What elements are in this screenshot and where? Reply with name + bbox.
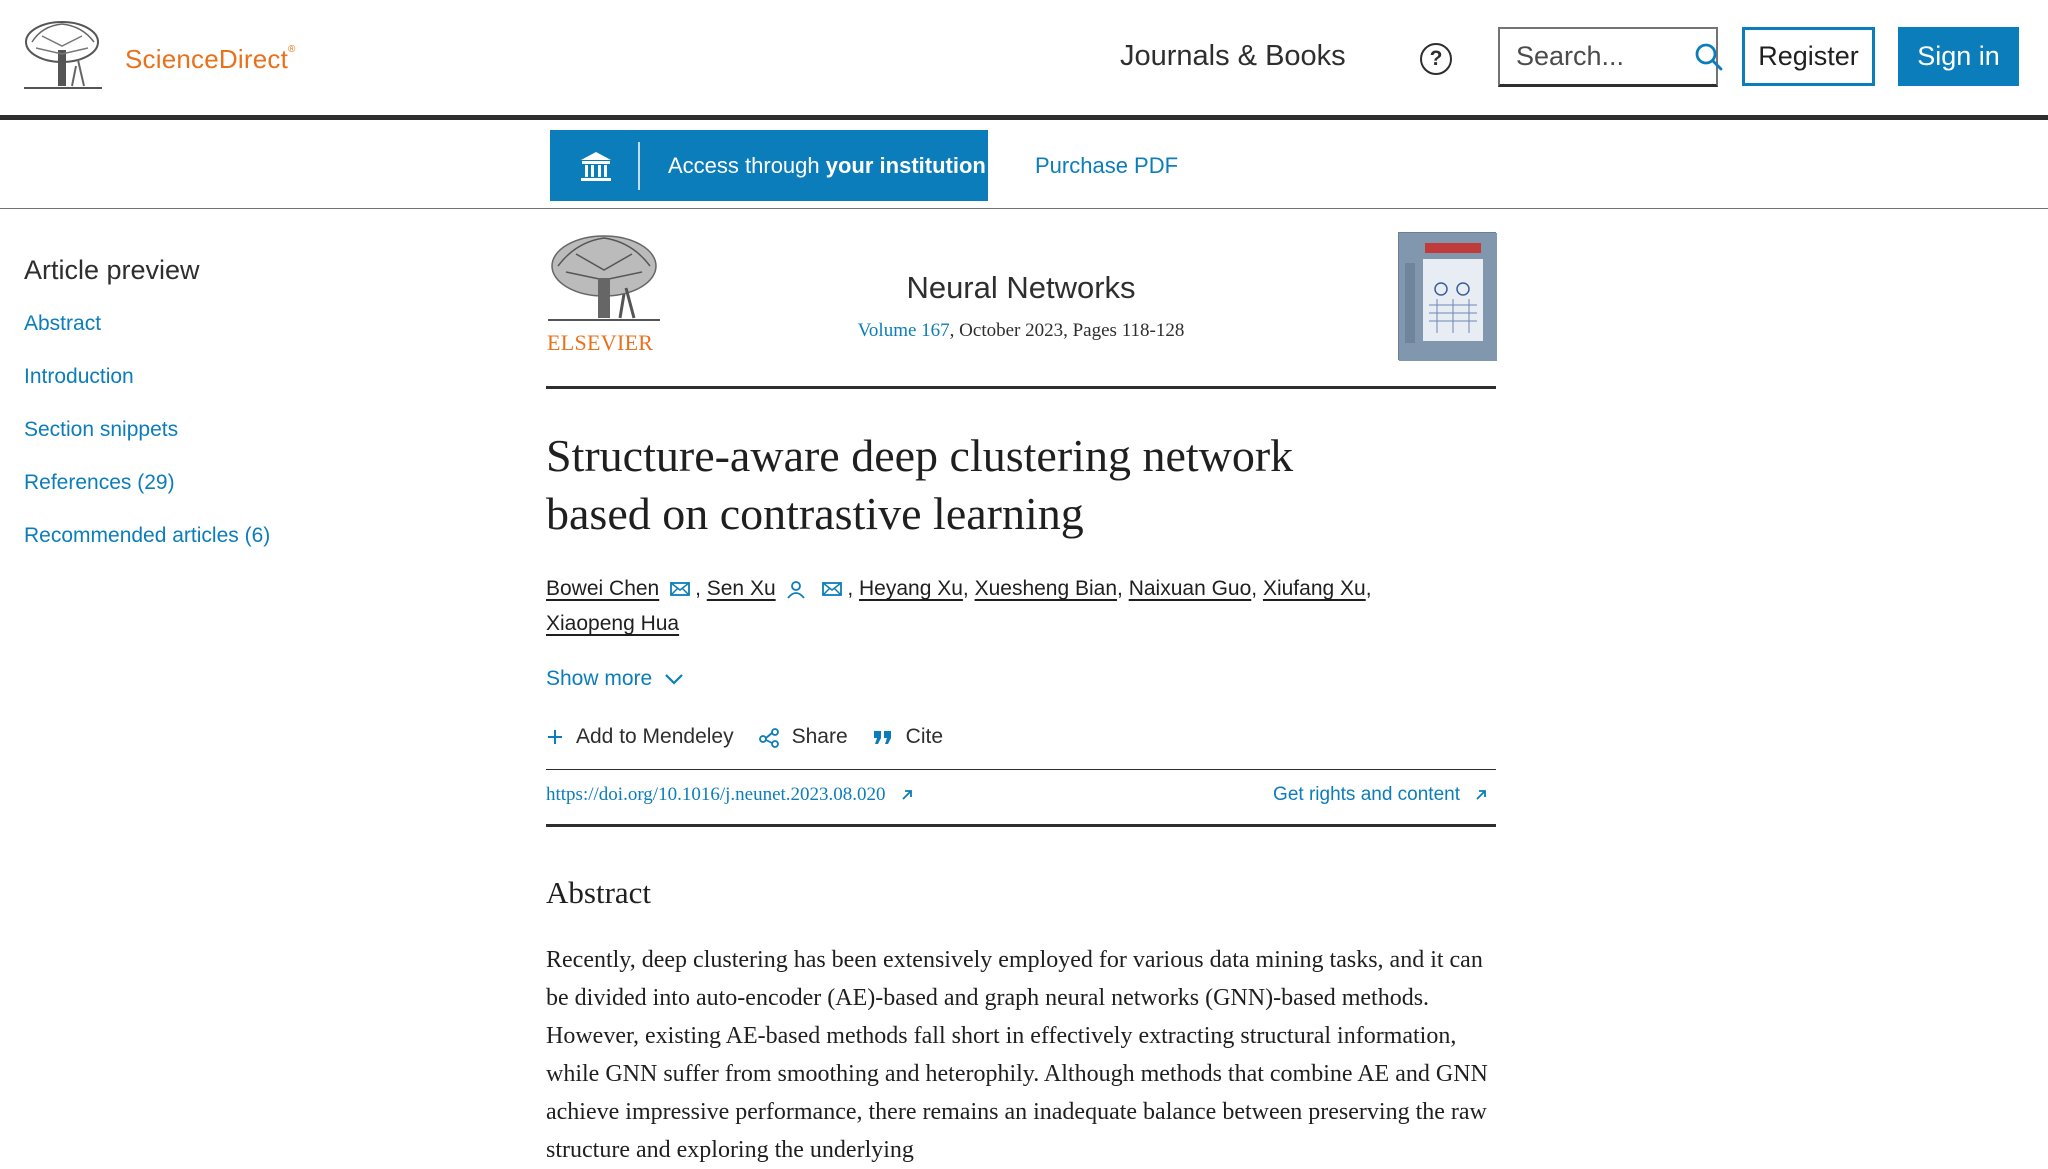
abstract-heading: Abstract	[546, 875, 652, 910]
journal-header	[546, 232, 1496, 389]
quote-icon	[872, 728, 894, 746]
author-list: Bowei Chen , Sen Xu , Heyang Xu, Xuesheng Bian, Naixuan Guo, Xiufang Xu, Xiaopeng Hua	[546, 577, 1372, 635]
email-icon[interactable]	[669, 580, 691, 598]
help-icon[interactable]: ?	[1420, 43, 1452, 75]
add-to-mendeley-button[interactable]	[546, 725, 734, 749]
sidebar-item-abstract[interactable]: Abstract	[24, 312, 102, 335]
get-rights-link[interactable]	[1273, 784, 1488, 806]
site-header	[0, 0, 2048, 120]
chevron-down-icon	[664, 672, 684, 686]
share-button[interactable]	[758, 725, 848, 749]
rights-text: Get rights and content	[1273, 784, 1460, 805]
author-link[interactable]: Bowei Chen	[546, 577, 660, 600]
plus-icon	[546, 728, 564, 746]
author-link[interactable]: Heyang Xu	[859, 577, 963, 600]
sign-in-button[interactable]: Sign in	[1898, 27, 2019, 86]
purchase-pdf-link[interactable]: Purchase PDF	[1035, 153, 1179, 178]
sidebar-title: Article preview	[24, 255, 200, 285]
author-link[interactable]: Naixuan Guo	[1128, 577, 1252, 600]
sciencedirect-logo[interactable]: ScienceDirect®	[125, 44, 296, 74]
elsevier-wordmark: ELSEVIER	[547, 330, 654, 355]
share-label: Share	[791, 725, 848, 748]
share-icon	[758, 726, 780, 748]
article-title: Structure-aware deep clustering network based on contrastive learning	[546, 430, 1294, 539]
show-more-button[interactable]	[546, 667, 684, 691]
person-icon[interactable]	[785, 580, 807, 598]
author-link[interactable]: Xuesheng Bian	[974, 577, 1118, 600]
journal-cover-thumbnail[interactable]	[1398, 232, 1496, 360]
cite-button[interactable]	[872, 725, 943, 749]
sidebar-item-introduction[interactable]: Introduction	[24, 365, 134, 388]
author-link[interactable]: Sen Xu	[706, 577, 776, 600]
abstract-text: Recently, deep clustering has been extensively employed for various data mining tasks, and it can be divided into auto-encoder (AE)-based and graph neural networks (GNN)-based methods. However, existing AE-based methods fall short in effectively extracting structural information, while GNN suffer from smoothing and heterophily. Although methods that combine AE and GNN achieve impressive performance, there remains an inadequate balance between preserving the raw structure and exploring the underlying	[546, 947, 1488, 1163]
search-box	[1498, 27, 1718, 87]
doi-link[interactable]	[546, 784, 914, 806]
email-icon[interactable]	[821, 580, 843, 598]
doi-bar	[546, 769, 1496, 827]
external-link-icon	[1474, 788, 1488, 802]
external-link-icon	[900, 788, 914, 802]
doi-text: https://doi.org/10.1016/j.neunet.2023.08.020	[546, 784, 886, 805]
journals-books-link[interactable]: Journals & Books	[1120, 40, 1346, 72]
search-input[interactable]	[1516, 37, 1676, 77]
sidebar-item-references[interactable]: References (29)	[24, 471, 175, 494]
institution-icon	[578, 148, 614, 184]
sidebar-item-recommended-articles[interactable]: Recommended articles (6)	[24, 524, 271, 547]
journal-title[interactable]: Neural Networks	[906, 270, 1136, 305]
search-icon[interactable]	[1694, 42, 1724, 72]
access-label: Access through your institution	[668, 152, 986, 178]
author-link[interactable]: Xiaopeng Hua	[546, 612, 680, 635]
register-button[interactable]: Register	[1742, 27, 1875, 86]
journal-volume-info: Volume 167, October 2023, Pages 118-128	[857, 320, 1185, 341]
mendeley-label: Add to Mendeley	[576, 725, 734, 748]
article-main	[546, 232, 1496, 1169]
tree-logo-icon	[22, 20, 104, 93]
access-divider	[638, 142, 640, 190]
cover-image-icon	[1399, 233, 1497, 361]
show-more-label: Show more	[546, 667, 653, 690]
sidebar-item-section-snippets[interactable]: Section snippets	[24, 418, 179, 441]
author-link[interactable]: Xiufang Xu	[1262, 577, 1366, 600]
access-institution-button[interactable]	[550, 130, 988, 201]
article-actions	[546, 719, 1496, 755]
article-preview-sidebar	[24, 255, 270, 577]
cite-label: Cite	[905, 725, 944, 748]
volume-link[interactable]: Volume 167	[857, 320, 950, 341]
access-bar	[0, 125, 2048, 209]
